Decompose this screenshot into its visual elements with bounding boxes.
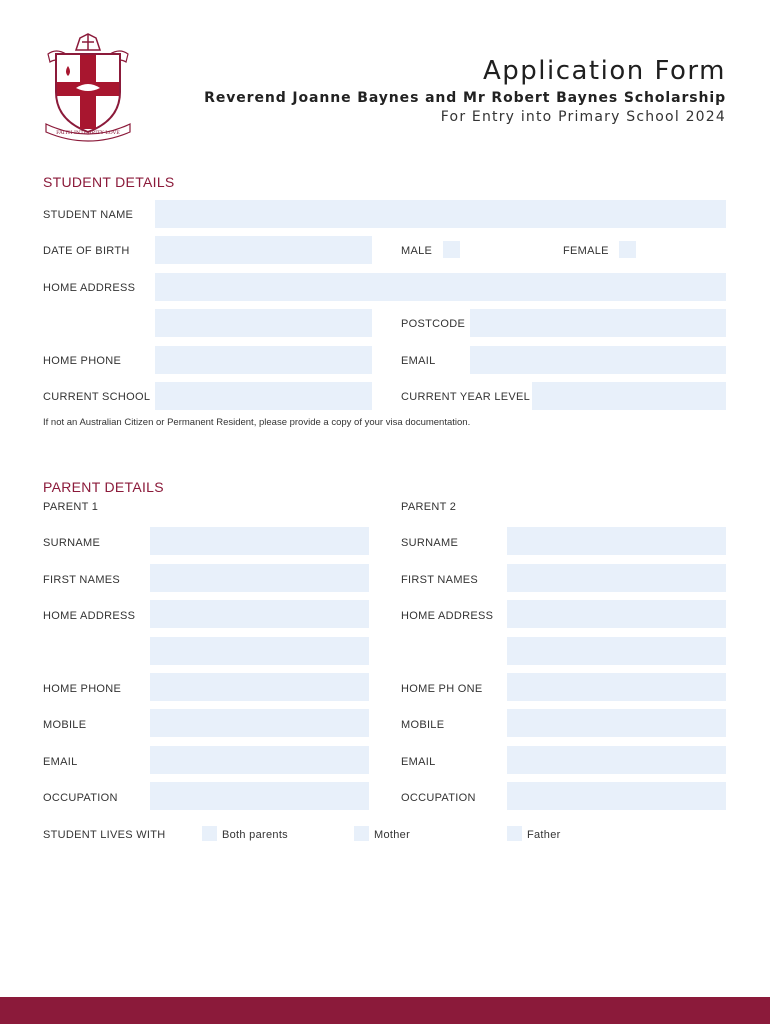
home-address-label: HOME ADDRESS [43, 282, 136, 294]
current-year-level-input[interactable] [532, 382, 726, 410]
postcode-input[interactable] [470, 309, 726, 337]
female-checkbox[interactable] [619, 241, 636, 258]
parent2-first-names-label: FIRST NAMES [401, 574, 479, 586]
parent2-occupation-label: OCCUPATION [401, 792, 476, 804]
parent1-heading: PARENT 1 [43, 501, 99, 513]
current-school-input[interactable] [155, 382, 372, 410]
parent1-home-phone-label: HOME PHONE [43, 683, 122, 695]
school-crest-logo [42, 32, 134, 144]
parent2-heading: PARENT 2 [401, 501, 457, 513]
parent1-email-label: EMAIL [43, 756, 78, 768]
student-details-heading: STUDENT DETAILS [43, 174, 175, 190]
lives-with-both-parents-label: Both parents [222, 829, 288, 841]
footer-bar [0, 997, 770, 1024]
lives-with-father-checkbox[interactable] [507, 826, 522, 841]
parent2-home-phone-input[interactable] [507, 673, 726, 701]
email-input[interactable] [470, 346, 726, 374]
parent1-occupation-label: OCCUPATION [43, 792, 118, 804]
lives-with-both-parents-checkbox[interactable] [202, 826, 217, 841]
parent1-address-input[interactable] [150, 600, 369, 628]
lives-with-mother-checkbox[interactable] [354, 826, 369, 841]
student-name-input[interactable] [155, 200, 726, 228]
parent2-home-phone-label: HOME PH ONE [401, 683, 483, 695]
parent2-mobile-input[interactable] [507, 709, 726, 737]
postcode-label: POSTCODE [401, 318, 466, 330]
parent1-first-names-input[interactable] [150, 564, 369, 592]
parent1-surname-label: SURNAME [43, 537, 101, 549]
male-checkbox[interactable] [443, 241, 460, 258]
form-title: Application Form [482, 56, 726, 86]
female-label: FEMALE [563, 245, 609, 257]
dob-input[interactable] [155, 236, 372, 264]
parent2-address-input[interactable] [507, 600, 726, 628]
parent1-surname-input[interactable] [150, 527, 369, 555]
parent1-mobile-label: MOBILE [43, 719, 87, 731]
current-school-label: CURRENT SCHOOL [43, 391, 151, 403]
parent2-email-input[interactable] [507, 746, 726, 774]
lives-with-father-label: Father [527, 829, 561, 841]
parent1-home-phone-input[interactable] [150, 673, 369, 701]
parent2-surname-label: SURNAME [401, 537, 459, 549]
form-subtitle: Reverend Joanne Baynes and Mr Robert Baynes Scholarship [204, 90, 726, 106]
home-address-line2-input[interactable] [155, 309, 372, 337]
crest-motto: FAITH·INTEGRITY·LOVE [56, 130, 120, 136]
parent2-mobile-label: MOBILE [401, 719, 445, 731]
parent2-occupation-input[interactable] [507, 782, 726, 810]
student-name-label: STUDENT NAME [43, 209, 134, 221]
parent1-first-names-label: FIRST NAMES [43, 574, 121, 586]
lives-with-mother-label: Mother [374, 829, 411, 841]
dob-label: DATE OF BIRTH [43, 245, 130, 257]
male-label: MALE [401, 245, 433, 257]
student-lives-with-label: STUDENT LIVES WITH [43, 829, 166, 841]
parent-details-heading: PARENT DETAILS [43, 479, 164, 495]
parent1-address-line2-input[interactable] [150, 637, 369, 665]
parent1-email-input[interactable] [150, 746, 369, 774]
home-phone-label: HOME PHONE [43, 355, 122, 367]
parent2-address-label: HOME ADDRESS [401, 610, 494, 622]
parent1-occupation-input[interactable] [150, 782, 369, 810]
home-phone-input[interactable] [155, 346, 372, 374]
parent2-first-names-input[interactable] [507, 564, 726, 592]
current-year-level-label: CURRENT YEAR LEVEL [401, 391, 531, 403]
home-address-input[interactable] [155, 273, 726, 301]
parent1-address-label: HOME ADDRESS [43, 610, 136, 622]
form-subtitle-entry: For Entry into Primary School 2024 [440, 109, 726, 125]
parent2-surname-input[interactable] [507, 527, 726, 555]
parent2-email-label: EMAIL [401, 756, 436, 768]
parent1-mobile-input[interactable] [150, 709, 369, 737]
visa-note: If not an Australian Citizen or Permanent Resident, please provide a copy of your visa documentation. [43, 417, 471, 428]
email-label: EMAIL [401, 355, 436, 367]
parent2-address-line2-input[interactable] [507, 637, 726, 665]
